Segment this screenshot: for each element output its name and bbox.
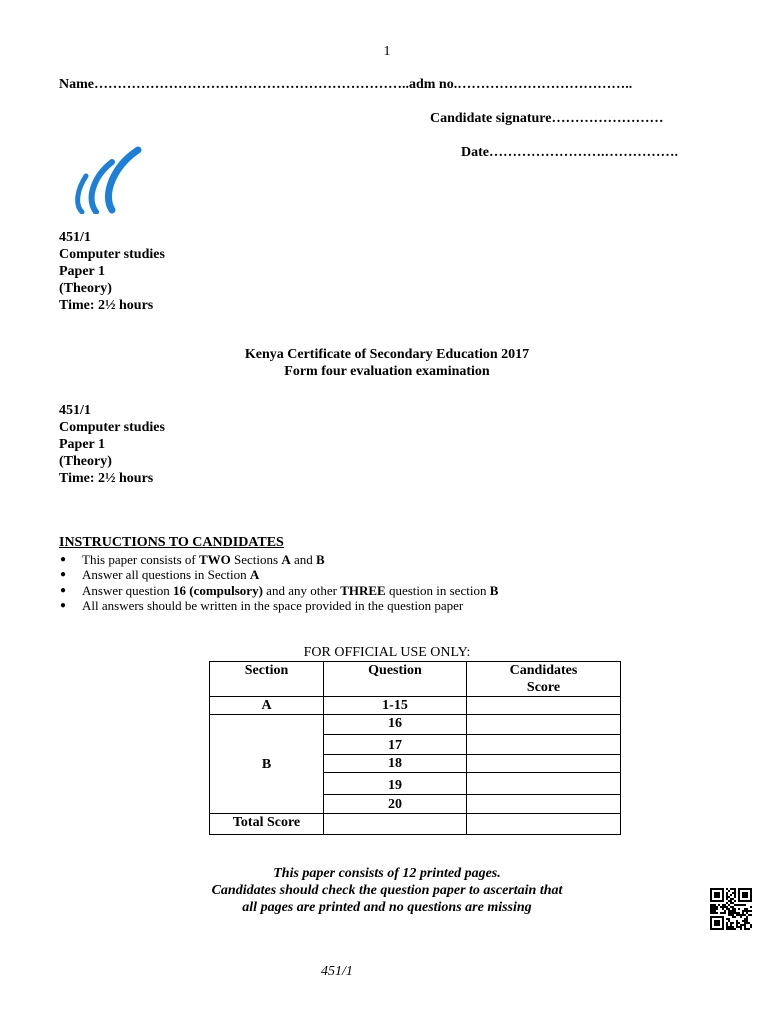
note-line-1: This paper consists of 12 printed pages. xyxy=(273,866,501,881)
bullet-icon: ● xyxy=(60,569,67,581)
instruction-emphasis: A xyxy=(281,552,291,567)
total-score-cell xyxy=(467,814,621,835)
instruction-item xyxy=(59,598,498,613)
instruction-text: and xyxy=(290,552,317,567)
instruction-item xyxy=(59,552,498,567)
total-question-cell xyxy=(324,814,467,835)
instructions-heading: INSTRUCTIONS TO CANDIDATES xyxy=(59,535,284,550)
question-cell: 18 xyxy=(324,755,467,773)
exam-title-line-1: Kenya Certificate of Secondary Education 2017 xyxy=(244,347,530,362)
score-cell xyxy=(467,795,621,814)
official-score-table xyxy=(209,661,621,835)
exam-title-line-2: Form four evaluation examination xyxy=(284,364,490,379)
instruction-emphasis: B xyxy=(489,582,499,598)
score-cell xyxy=(467,773,621,795)
paper-type: (Theory) xyxy=(59,454,112,469)
header-candidates-score xyxy=(467,662,621,697)
instruction-emphasis: 16 (compulsory) xyxy=(173,582,263,598)
date-line: Date…………………….……………. xyxy=(461,145,678,160)
subject-name: Computer studies xyxy=(59,247,165,262)
question-cell: 1-15 xyxy=(324,697,467,715)
section-a-cell: A xyxy=(210,697,324,715)
instruction-text: Answer all questions in Section xyxy=(82,567,250,583)
instruction-item xyxy=(59,583,498,598)
score-cell xyxy=(467,697,621,715)
instruction-emphasis: A xyxy=(249,567,260,583)
instruction-text: This paper consists of xyxy=(82,552,199,567)
paper-type: (Theory) xyxy=(59,281,112,296)
paper-number: Paper 1 xyxy=(59,264,106,279)
section-b-cell: B xyxy=(210,715,324,814)
bullet-icon: ● xyxy=(60,554,67,565)
exam-info-top xyxy=(59,229,165,314)
subject-name: Computer studies xyxy=(59,420,165,435)
header-section: Section xyxy=(210,662,324,697)
stylized-wave-logo-icon xyxy=(72,146,146,214)
score-cell xyxy=(467,735,621,755)
exam-info-bottom xyxy=(59,402,165,487)
note-line-3: all pages are printed and no questions are missing xyxy=(242,900,532,915)
paper-number: Paper 1 xyxy=(59,437,106,452)
name-admno-line: Name…………………………………………………………..adm no.……………………………….. xyxy=(59,77,633,92)
score-cell xyxy=(467,715,621,735)
question-cell: 20 xyxy=(324,795,467,814)
instruction-item xyxy=(59,567,498,582)
header-score-line-1: Candidates xyxy=(509,663,578,678)
paper-code: 451/1 xyxy=(59,230,91,245)
paper-time: Time: 2½ hours xyxy=(59,471,154,486)
paper-time: Time: 2½ hours xyxy=(59,298,154,313)
total-score-label: Total Score xyxy=(210,814,324,835)
bullet-icon: ● xyxy=(60,584,67,596)
score-cell xyxy=(467,755,621,773)
footer-paper-code: 451/1 xyxy=(321,964,353,979)
paper-code: 451/1 xyxy=(59,403,91,418)
instruction-text: and any other xyxy=(262,582,341,598)
table-row xyxy=(210,715,621,735)
table-row xyxy=(210,814,621,835)
table-header-row xyxy=(210,662,621,697)
bullet-icon: ● xyxy=(60,599,67,611)
candidate-signature-line: Candidate signature…………………… xyxy=(430,111,664,126)
instruction-emphasis: THREE xyxy=(340,582,386,598)
note-line-2: Candidates should check the question paper to ascertain that xyxy=(211,883,563,898)
official-use-title: FOR OFFICIAL USE ONLY: xyxy=(303,645,471,660)
instruction-text: question in section xyxy=(385,582,490,598)
qr-code-icon xyxy=(710,888,752,930)
question-cell: 17 xyxy=(324,735,467,755)
question-cell: 16 xyxy=(324,715,467,735)
instruction-text: All answers should be written in the space provided in the question paper xyxy=(82,597,464,613)
instruction-emphasis: B xyxy=(316,552,325,567)
instruction-text: Sections xyxy=(230,552,282,567)
exam-title xyxy=(0,346,768,380)
page-number: 1 xyxy=(383,44,391,59)
header-score-line-2: Score xyxy=(526,680,561,695)
instruction-emphasis: TWO xyxy=(198,552,231,567)
header-question: Question xyxy=(324,662,467,697)
instructions-list xyxy=(59,552,498,613)
paper-pages-note xyxy=(0,865,768,916)
table-row xyxy=(210,697,621,715)
question-cell: 19 xyxy=(324,773,467,795)
instruction-text: Answer question xyxy=(82,582,173,598)
